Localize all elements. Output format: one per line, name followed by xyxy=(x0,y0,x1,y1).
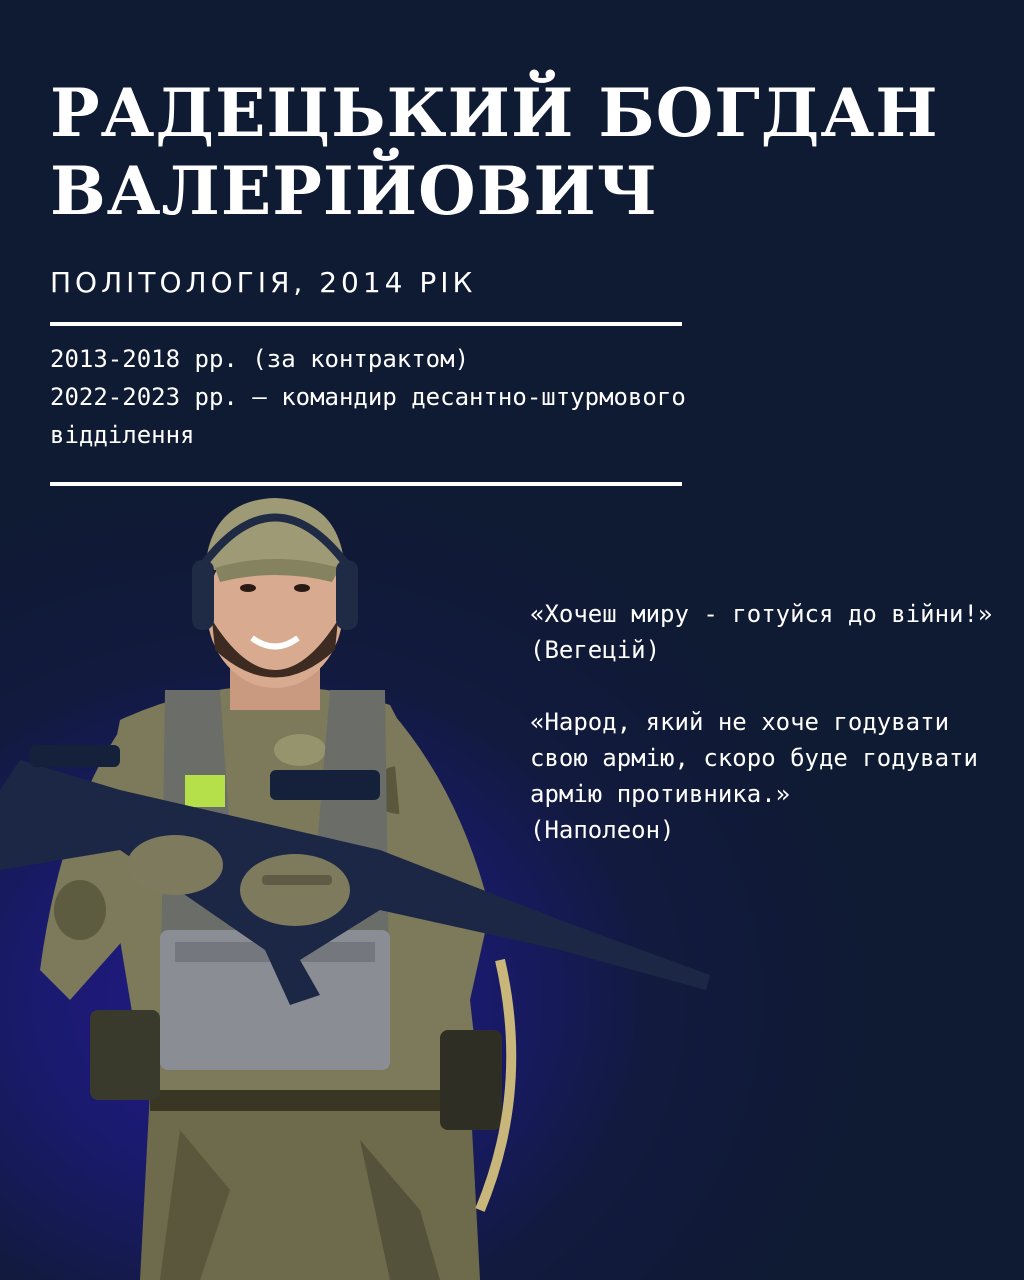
quote-line: свою армію, скоро буде годувати xyxy=(530,744,978,772)
quote-line: армію противника.» xyxy=(530,780,791,808)
service-line: відділення xyxy=(50,421,195,449)
name-line-1: РАДЕЦЬКИЙ БОГДАН xyxy=(50,74,939,152)
quote-author: (Наполеон) xyxy=(530,816,675,844)
person-name xyxy=(50,74,939,230)
quote-napoleon xyxy=(530,704,1010,848)
quote-author: (Вегецій) xyxy=(530,636,661,664)
name-line-2: ВАЛЕРІЙОВИЧ xyxy=(50,152,658,230)
faculty-year: ПОЛІТОЛОГІЯ, 2014 РІК xyxy=(50,266,477,299)
quote-line: «Народ, який не хоче годувати xyxy=(530,708,950,736)
quote-line: «Хочеш миру - готуйся до війни!» xyxy=(530,600,993,628)
service-line: 2013-2018 рр. (за контрактом) xyxy=(50,345,470,373)
service-record xyxy=(50,340,750,454)
quotes xyxy=(530,596,1010,848)
quote-vegetius xyxy=(530,596,1010,668)
divider-bottom xyxy=(50,482,682,486)
divider-top xyxy=(50,322,682,326)
service-line: 2022-2023 рр. – командир десантно-штурмового xyxy=(50,383,686,411)
